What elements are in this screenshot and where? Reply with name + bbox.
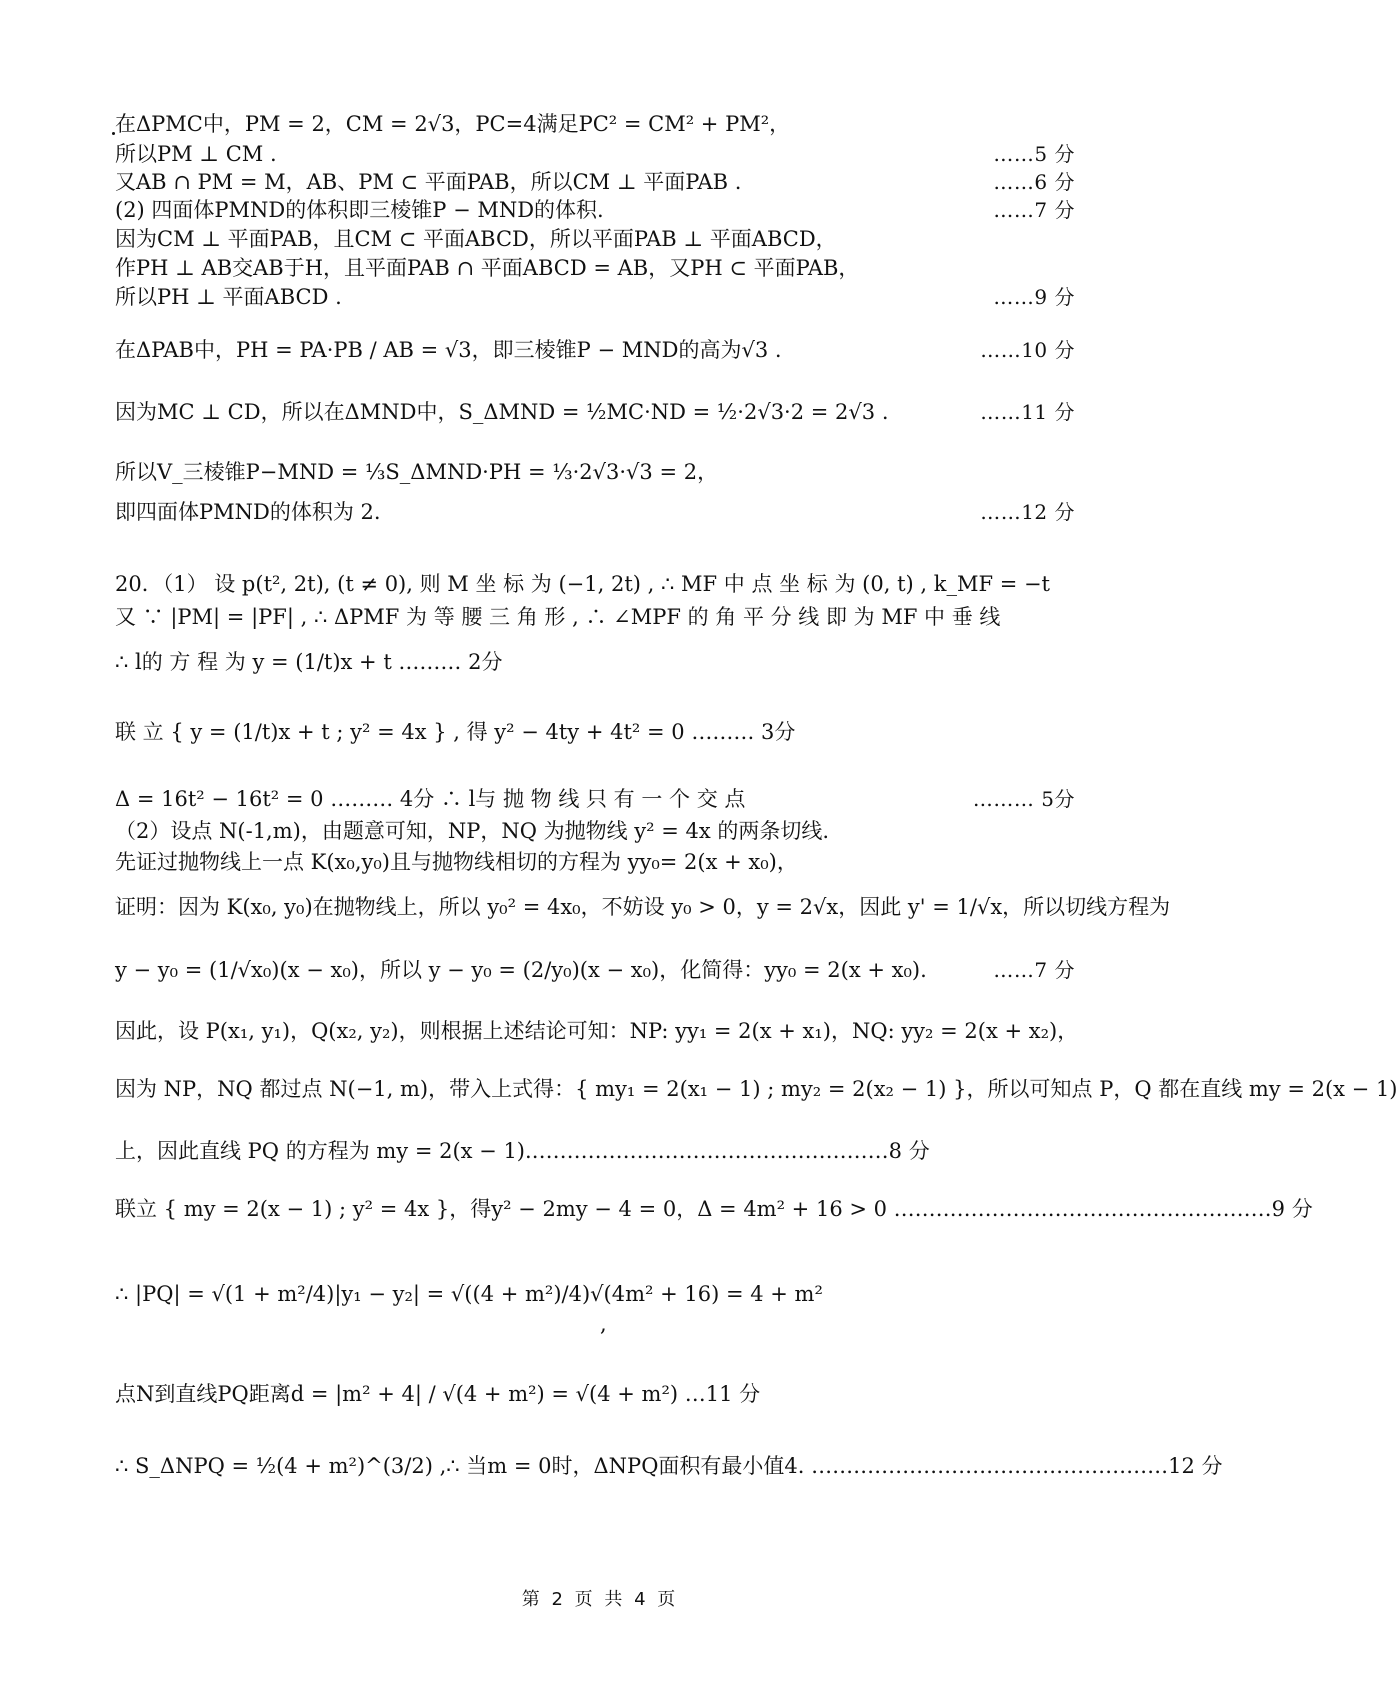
text-line: 又 ∵ |PM| = |PF| , ∴ ΔPMF 为 等 腰 三 角 形 , ∴ ∠MPF 的 角 平 分 线 即 为 MF 中 垂 线 [115, 605, 1001, 629]
score-mark: ……9 分 [993, 285, 1075, 309]
text-line: 因为 NP，NQ 都过点 N(−1, m)，带入上式得：{ my₁ = 2(x₁ − 1) ; my₂ = 2(x₂ − 1) }，所以可知点 P，Q 都在直线 my = 2(x − 1) [115, 1077, 1398, 1101]
page-footer: 第 2 页 共 4 页 [521, 1589, 679, 1610]
text-line: 因此，设 P(x₁, y₁)，Q(x₂, y₂)，则根据上述结论可知：NP: yy₁ = 2(x + x₁)，NQ: yy₂ = 2(x + x₂)， [115, 1019, 1079, 1043]
text-line: Δ = 16t² − 16t² = 0 ……… 4分 ∴ l与 抛 物 线 只 有 一 个 交 点 ……… 5分 [115, 787, 1075, 811]
score-mark: ……11 分 [980, 400, 1075, 424]
text-line: y − y₀ = (1/√x₀)(x − x₀)，所以 y − y₀ = (2/y₀)(x − x₀)，化简得：yy₀ = 2(x + x₀). ……7 分 [115, 958, 1075, 982]
score-mark: ……12 分 [980, 500, 1075, 524]
score-mark: ……… 5分 [972, 787, 1075, 811]
text-line: 联立 { my = 2(x − 1) ; y² = 4x }，得y² − 2my − 4 = 0，Δ = 4m² + 16 > 0 ………………………………………………9 分 [115, 1197, 1313, 1221]
text-line: 所以PM ⊥ CM . ……5 分 [115, 142, 1075, 166]
text-line: 又AB ∩ PM = M，AB、PM ⊂ 平面PAB，所以CM ⊥ 平面PAB . ……6 分 [115, 170, 1075, 194]
text-line: 在ΔPAB中，PH = PA·PB / AB = √3，即三棱锥P − MND的高为√3 . ……10 分 [115, 338, 1075, 362]
text-line: 联 立 { y = (1/t)x + t ; y² = 4x } , 得 y² − 4ty + 4t² = 0 ……… 3分 [115, 720, 796, 744]
text-line: 作PH ⊥ AB交AB于H，且平面PAB ∩ 平面ABCD = AB，又PH ⊂ 平面PAB， [115, 256, 860, 280]
text-line: （2）设点 N(-1,m)，由题意可知，NP，NQ 为抛物线 y² = 4x 的两条切线. [115, 819, 830, 843]
text-line: , [600, 1312, 607, 1336]
text-line: ∴ l的 方 程 为 y = (1/t)x + t ……… 2分 [115, 650, 503, 674]
text-line: 在ΔPMC中，PM = 2，CM = 2√3，PC=4满足PC² = CM² + PM²， [115, 112, 791, 136]
text-line: 上，因此直线 PQ 的方程为 my = 2(x − 1).……………………………………………8 分 [115, 1139, 930, 1163]
text-line: 先证过抛物线上一点 K(x₀,y₀)且与抛物线相切的方程为 yy₀= 2(x + x₀)， [115, 850, 798, 874]
text-line: 所以V_三棱锥P−MND = ⅓S_ΔMND·PH = ⅓·2√3·√3 = 2， [115, 460, 719, 484]
text-line: 即四面体PMND的体积为 2. ……12 分 [115, 500, 1075, 524]
text-line: (2) 四面体PMND的体积即三棱锥P − MND的体积. ……7 分 [115, 198, 1075, 222]
score-mark: ……7 分 [993, 198, 1075, 222]
text-line: 因为CM ⊥ 平面PAB，且CM ⊂ 平面ABCD，所以平面PAB ⊥ 平面ABCD， [115, 227, 837, 251]
score-mark: ……5 分 [993, 142, 1075, 166]
text-line: 因为MC ⊥ CD，所以在ΔMND中，S_ΔMND = ½MC·ND = ½·2√3·2 = 2√3 . ……11 分 [115, 400, 1075, 424]
text-line: 所以PH ⊥ 平面ABCD . ……9 分 [115, 285, 1075, 309]
score-mark: ……6 分 [993, 170, 1075, 194]
score-mark: ……10 分 [980, 338, 1075, 362]
score-mark: ……7 分 [993, 958, 1075, 982]
text-line: ∴ |PQ| = √(1 + m²/4)|y₁ − y₂| = √((4 + m²)/4)√(4m² + 16) = 4 + m² [115, 1282, 823, 1306]
text-line: 点N到直线PQ距离d = |m² + 4| / √(4 + m²) = √(4 + m²) …11 分 [115, 1382, 761, 1406]
text-line: 20．（1） 设 p(t², 2t), (t ≠ 0), 则 M 坐 标 为 (−1, 2t) , ∴ MF 中 点 坐 标 为 (0, t) , k_MF = −t [115, 572, 1051, 596]
text-line: ∴ S_ΔNPQ = ½(4 + m²)^(3/2) ,∴ 当m = 0时，ΔNPQ面积有最小值4. ……………………………………………12 分 [115, 1454, 1223, 1478]
text-line: 证明：因为 K(x₀, y₀)在抛物线上，所以 y₀² = 4x₀，不妨设 y₀ > 0，y = 2√x，因此 y' = 1/√x，所以切线方程为 [115, 895, 1171, 919]
